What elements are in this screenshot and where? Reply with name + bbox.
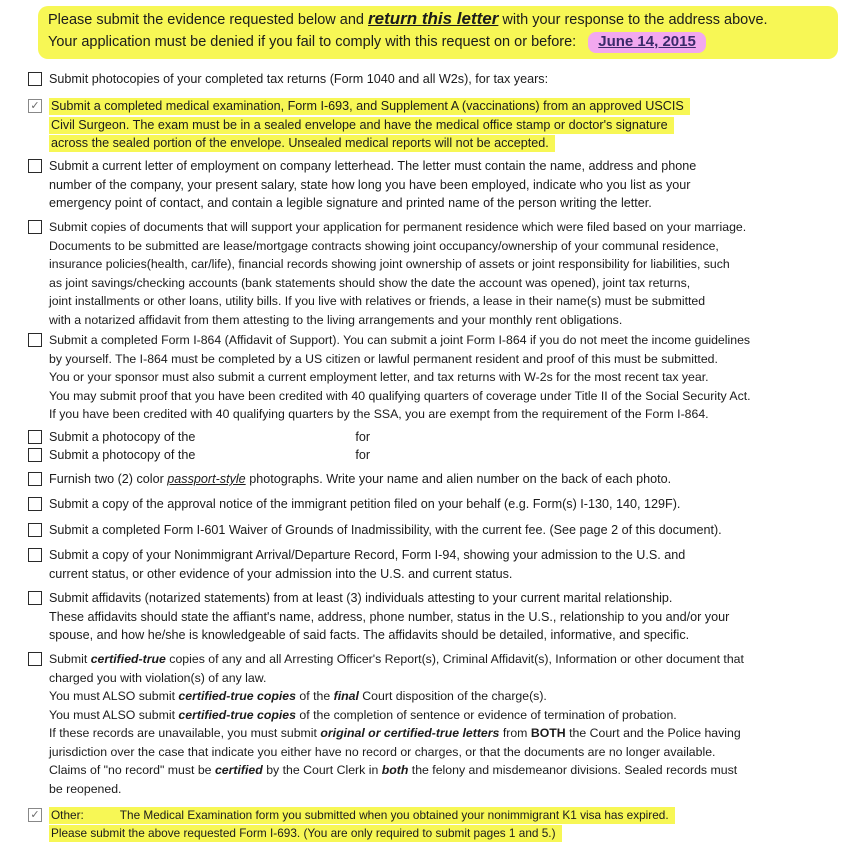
- other-label: Other:: [51, 808, 84, 822]
- checkbox-marriage-documents[interactable]: [28, 220, 42, 234]
- checkbox-employment-letter[interactable]: [28, 159, 42, 173]
- checkbox-affidavits[interactable]: [28, 591, 42, 605]
- final-emphasis: final: [333, 689, 359, 703]
- deadline-date: June 14, 2015: [588, 32, 706, 53]
- other-text: Please submit the above requested Form I-693. (You are only required to submit pages 1 and 5.): [49, 825, 562, 842]
- item-text: Documents to be submitted are lease/mortgage contracts showing joint occupancy/ownership of your communal residence,: [49, 238, 719, 253]
- certified-true-copies-emphasis: certified-true copies: [178, 707, 296, 722]
- item-text: You must ALSO submit: [49, 707, 175, 722]
- item-text: Submit a completed medical examination, Form I-693, and Supplement A (vaccinations) from an approved USCIS: [49, 98, 690, 115]
- item-text: Submit a completed Form I-601 Waiver of Grounds of Inadmissibility, with the current fee. (See page 2 of this document).: [49, 523, 722, 537]
- item-employment-letter: [28, 157, 848, 213]
- item-text: Submit a photocopy of the: [49, 448, 196, 462]
- item-text: current status, or other evidence of your admission into the U.S. and current status.: [49, 566, 513, 581]
- item-photocopy-2: [28, 446, 848, 465]
- item-text: You may submit proof that you have been credited with 40 qualifying quarters of coverage under Title II of the Social Security Act.: [49, 388, 751, 403]
- item-text: Submit affidavits (notarized statements) from at least (3) individuals attesting to your current marital relationship.: [49, 591, 673, 605]
- item-text: Submit copies of documents that will support your application for permanent residence which were filed based on your marriage.: [49, 220, 747, 234]
- item-affidavits: [28, 589, 848, 645]
- item-tax-returns: [28, 70, 848, 89]
- item-text: charged you with violation(s) of any law.: [49, 670, 267, 685]
- item-text: with a notarized affidavit from them attesting to the living arrangements and your monthly rent obligations.: [49, 312, 623, 327]
- item-marriage-documents: [28, 218, 848, 329]
- return-letter-emphasis: return this letter: [368, 9, 499, 28]
- item-i864: [28, 331, 848, 424]
- checkbox-criminal-records[interactable]: [28, 652, 42, 666]
- item-text: joint installments or other loans, utility bills. If you live with relatives or friends, a lease in their name(s) must be submitted: [49, 294, 706, 308]
- checkbox-tax-returns[interactable]: [28, 72, 42, 86]
- checkbox-i94[interactable]: [28, 548, 42, 562]
- item-text: Submit: [49, 652, 88, 666]
- item-text: Submit photocopies of your completed tax returns (Form 1040 and all W2s), for tax years:: [49, 72, 549, 86]
- item-text: These affidavits should state the affiant's name, address, phone number, status in the U.S., relationship to you and/or your: [49, 609, 730, 624]
- item-text: jurisdiction over the case that indicate you either have no record or charges, or that the documents are no longer available.: [49, 744, 716, 759]
- item-text: If you have been credited with 40 qualifying quarters by the SSA, you are exempt from the requirement of the Form I-864.: [49, 407, 709, 421]
- item-i601: [28, 521, 848, 540]
- original-letters-emphasis: original or certified-true letters: [320, 726, 500, 740]
- item-text: You or your sponsor must also submit a current employment letter, and tax returns with W-2s for the most recent tax year.: [49, 370, 709, 384]
- item-text: spouse, and how he/she is knowledgeable of said facts. The affidavits should be detailed, informative, and specific.: [49, 628, 690, 642]
- both-divisions-emphasis: both: [381, 763, 409, 777]
- item-text: Civil Surgeon. The exam must be in a sealed envelope and have the medical office stamp or doctor's signature: [49, 117, 674, 134]
- item-text: from: [502, 726, 528, 740]
- checkbox-i601[interactable]: [28, 523, 42, 537]
- item-approval-notice: [28, 495, 848, 514]
- item-text: across the sealed portion of the envelope. Unsealed medical reports will not be accepted.: [49, 135, 555, 152]
- item-text: by yourself. The I-864 must be completed by a US citizen or lawful permanent resident and proof of this must be submitted.: [49, 351, 718, 366]
- checkbox-passport-photos[interactable]: [28, 472, 42, 486]
- item-text: photographs. Write your name and alien number on the back of each photo.: [249, 472, 672, 486]
- deadline-label: Your application must be denied if you fail to comply with this request on or before:: [48, 34, 577, 50]
- checkbox-photocopy-2[interactable]: [28, 448, 42, 462]
- item-text: the felony and misdemeanor divisions. Sealed records must: [411, 763, 738, 777]
- intro-text-end: with your response to the address above.: [502, 12, 768, 28]
- item-text: number of the company, your present salary, state how long you have been employed, indicate who you list as your: [49, 177, 691, 192]
- checkbox-i864[interactable]: [28, 333, 42, 347]
- item-i94: [28, 546, 848, 583]
- item-other: [28, 806, 848, 842]
- intro-line-2: [38, 31, 838, 59]
- item-photocopy-1: [28, 428, 848, 447]
- item-text: the Court and the Police having: [569, 726, 741, 740]
- item-text: be reopened.: [49, 781, 122, 796]
- item-text: Furnish two (2) color: [49, 472, 164, 486]
- other-text: The Medical Examination form you submitted when you obtained your nonimmigrant K1 visa has expired.: [119, 808, 669, 822]
- item-text: Submit a copy of the approval notice of the immigrant petition filed on your behalf (e.g. Form(s) I-130, 140, 129F).: [49, 497, 681, 511]
- certified-emphasis: certified: [214, 763, 263, 777]
- item-text: insurance policies(health, car/life), financial records showing joint ownership of assets or joint responsibility for liabilities, such: [49, 257, 730, 271]
- certified-true-copies-emphasis: certified-true copies: [178, 689, 296, 703]
- intro-text: Please submit the evidence requested below and: [48, 12, 364, 28]
- item-criminal-records: [28, 650, 848, 798]
- item-text: copies of any and all Arresting Officer's Report(s), Criminal Affidavit(s), Information or other document that: [169, 652, 744, 666]
- item-text: Submit a current letter of employment on company letterhead. The letter must contain the name, address and phone: [49, 159, 697, 173]
- checkbox-medical-exam[interactable]: ✓: [28, 99, 42, 113]
- certified-true-emphasis: certified-true: [90, 652, 166, 666]
- item-text: You must ALSO submit: [49, 689, 175, 703]
- item-text: If these records are unavailable, you must submit: [49, 726, 317, 740]
- item-text: of the completion of sentence or evidence of termination of probation.: [299, 707, 677, 722]
- item-text: Submit a copy of your Nonimmigrant Arrival/Departure Record, Form I-94, showing your admission to the U.S. and: [49, 548, 686, 562]
- item-passport-photos: [28, 470, 848, 489]
- item-text: Claims of "no record" must be: [49, 763, 212, 777]
- intro-line-1: [38, 6, 838, 31]
- item-text-for: for: [355, 448, 371, 462]
- item-text: Court disposition of the charge(s).: [362, 689, 547, 703]
- item-text: Submit a completed Form I-864 (Affidavit of Support). You can submit a joint Form I-864 if you do not meet the income guidelines: [49, 333, 751, 347]
- intro-notice: [38, 6, 838, 59]
- item-text: as joint savings/checking accounts (bank statements should show the date the account was opened), joint tax returns,: [49, 275, 691, 290]
- item-text: by the Court Clerk in: [266, 763, 379, 777]
- checkbox-photocopy-1[interactable]: [28, 430, 42, 444]
- checkbox-other[interactable]: ✓: [28, 808, 42, 822]
- checkbox-approval-notice[interactable]: [28, 497, 42, 511]
- item-medical-exam: [28, 97, 848, 153]
- item-text: Submit a photocopy of the: [49, 430, 196, 444]
- passport-style-emphasis: passport-style: [167, 472, 246, 486]
- both-emphasis: BOTH: [530, 726, 566, 740]
- item-text: of the: [299, 689, 331, 703]
- item-text: emergency point of contact, and contain a legible signature and printed name of the person writing the letter.: [49, 196, 652, 210]
- item-text-for: for: [355, 430, 371, 444]
